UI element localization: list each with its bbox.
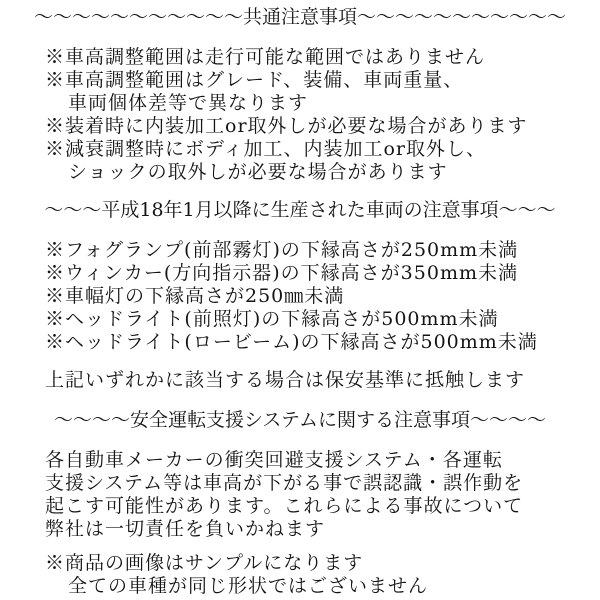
notice-line: ※フォグランプ(前部霧灯)の下縁高さが250mm未満: [45, 239, 519, 261]
notice-line: ※商品の画像はサンプルになります: [45, 552, 364, 574]
safety-paragraph: [45, 449, 574, 541]
notice-line: ショックの取外しが必要な場合があります: [68, 161, 448, 183]
notice-line: ※ヘッドライト(ロービーム)の下縁高さが500mm未満: [45, 331, 538, 353]
section-header-heisei18: ～～～平成18年1月以降に生産された車両の注意事項～～～: [44, 199, 556, 221]
notice-line: ※車高調整範囲はグレード、装備、車両重量、: [45, 69, 464, 91]
notice-line: ※装着時に内装加工or取外しが必要な場合があります: [45, 115, 528, 137]
notice-line: ※ヘッドライト(前照灯)の下縁高さが500mm未満: [45, 308, 499, 330]
notice-line: 車両個体差等で異なります: [68, 92, 309, 114]
sample-notes-list: [45, 552, 574, 598]
section-header-safety: ～～～～安全運転支援システムに関する注意事項～～～～: [53, 409, 547, 431]
notice-line: ※車幅灯の下縁高さが250㎜未満: [45, 285, 345, 307]
notice-line: ※減衰調整時にボディ加工、内装加工or取外し、: [45, 138, 487, 160]
notice-line: 各自動車メーカーの衝突回避支援システム・各運転: [45, 449, 503, 471]
notice-line: 弊社は一切責任を負いかねます: [45, 518, 326, 540]
section-header-common: ～～～～～～～～～～～共通注意事項～～～～～～～～～～～: [33, 6, 566, 28]
notice-line: 支援システム等は車高が下がる事で誤認識・誤作動を: [45, 472, 524, 494]
notice-line: ※ウィンカー(方向指示器)の下縁高さが350mm未満: [45, 262, 518, 284]
lamp-conclusion-line: 上記いずれかに該当する場合は保安基準に抵触します: [45, 369, 526, 391]
notice-line: ※車高調整範囲は走行可能な範囲ではありません: [45, 46, 486, 68]
notice-line: 全ての車種が同じ形状ではございません: [68, 575, 429, 597]
common-notes-list: [45, 46, 574, 184]
lamp-notes-list: [45, 239, 574, 354]
notice-line: 起こす可能性があります。これらによる事故について: [45, 495, 524, 517]
